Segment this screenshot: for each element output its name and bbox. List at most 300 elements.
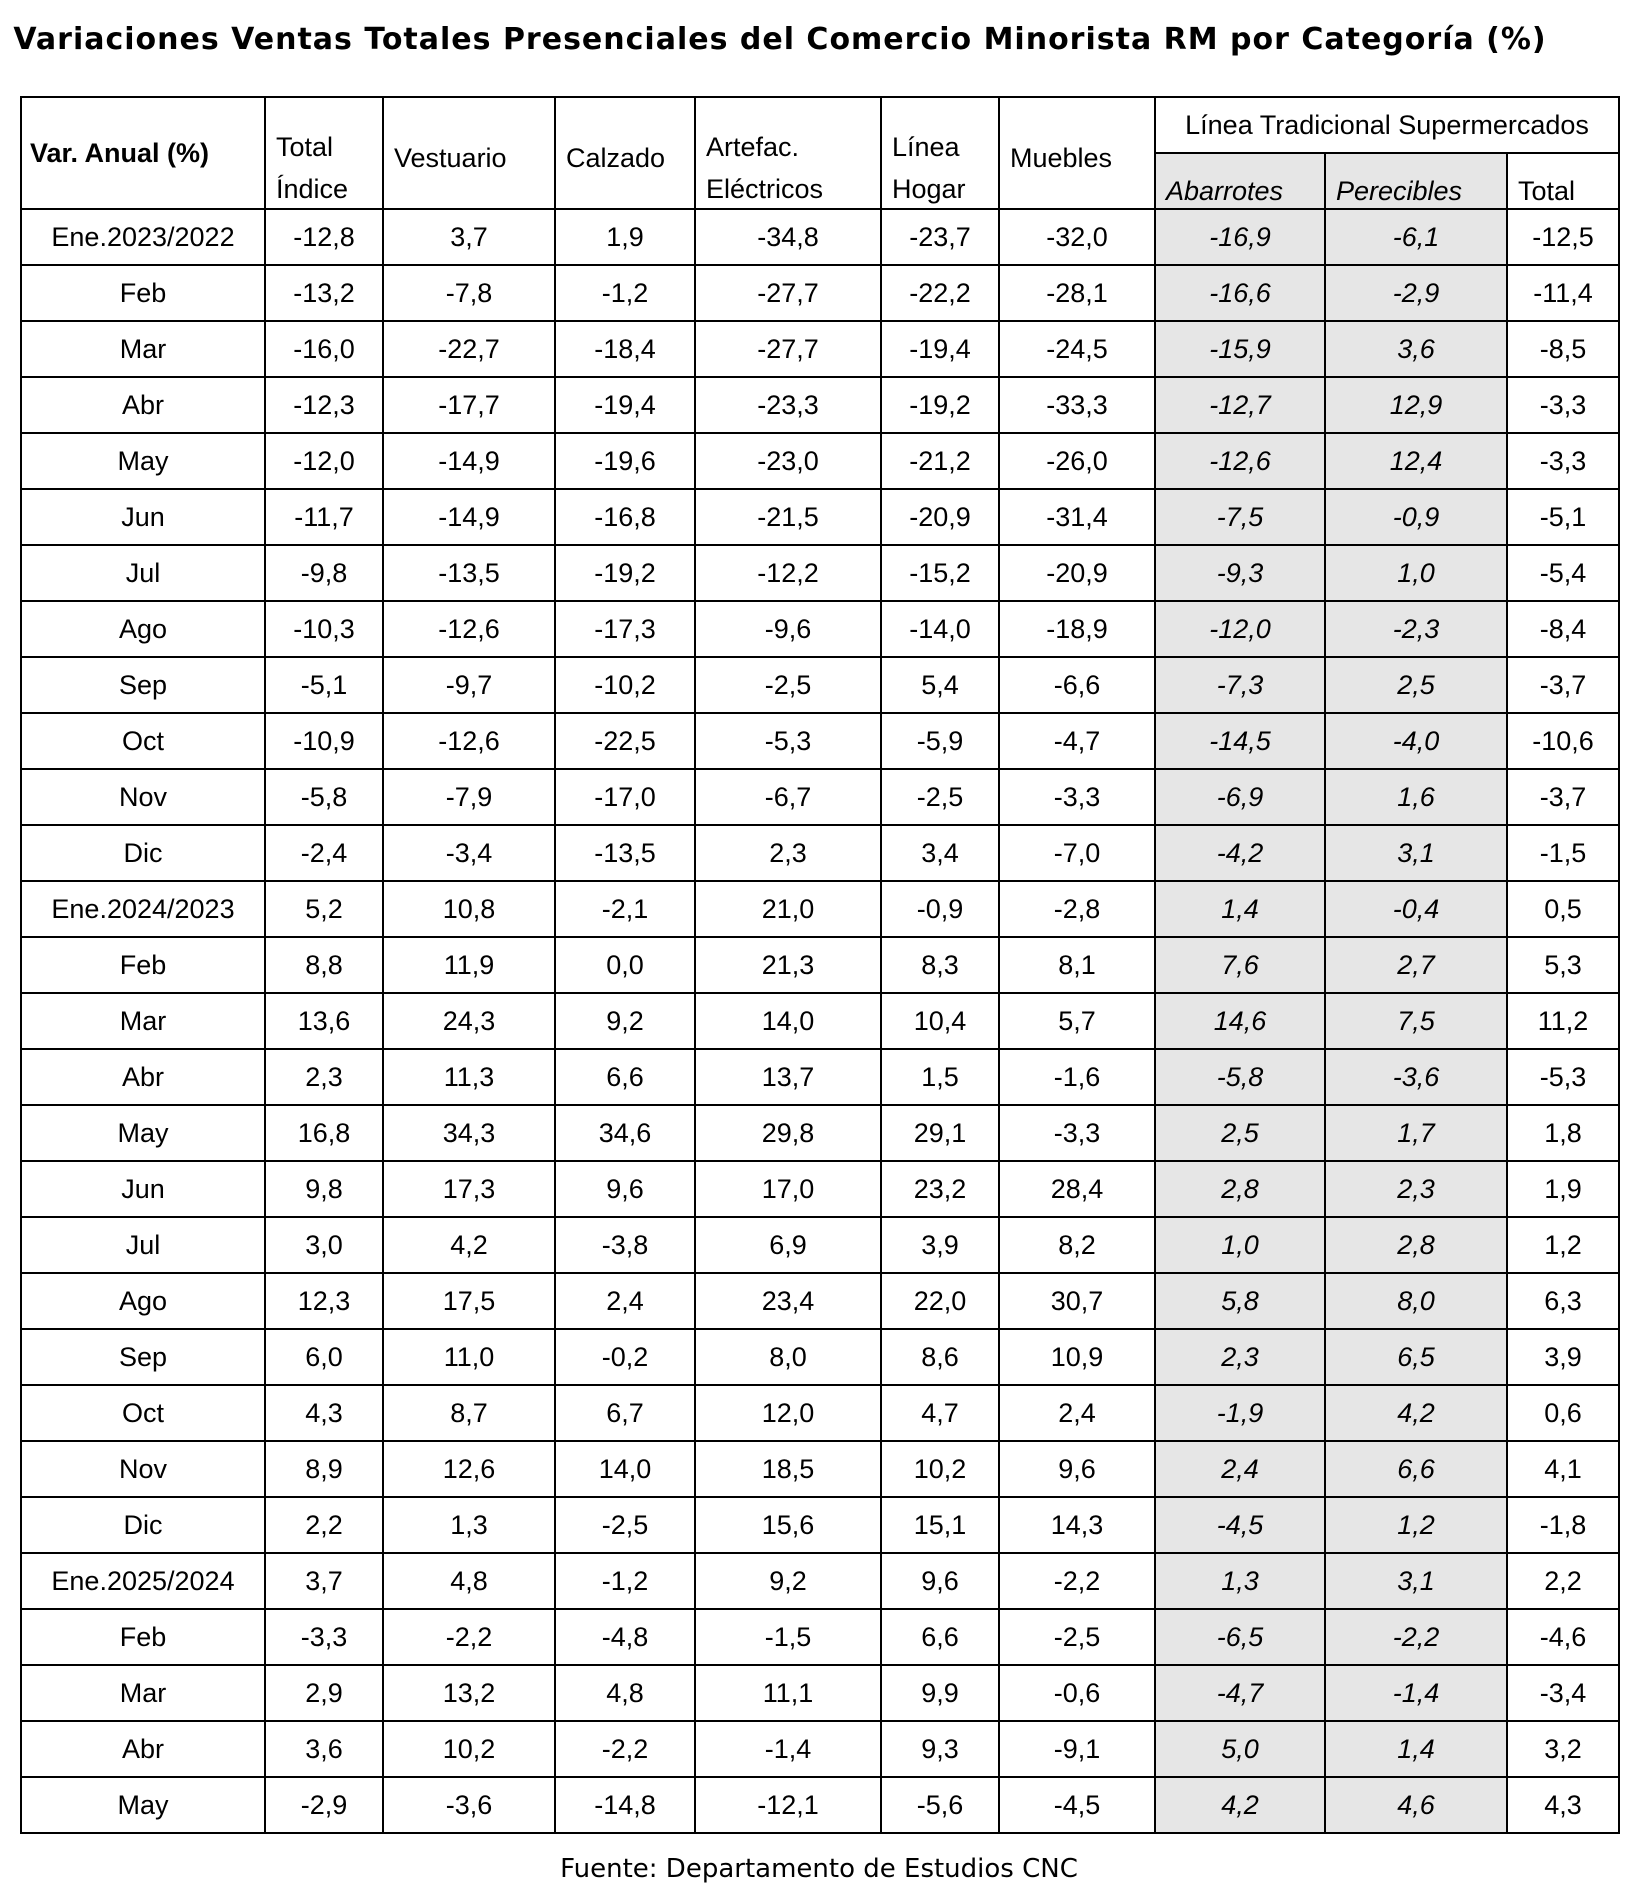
- cell-linea-hogar: -21,2: [881, 433, 999, 489]
- header-total-indice: [265, 97, 383, 209]
- cell-linea-hogar: 15,1: [881, 1497, 999, 1553]
- cell-abarrotes: 1,4: [1155, 881, 1325, 937]
- cell-total-indice: 6,0: [265, 1329, 383, 1385]
- cell-calzado: -2,1: [555, 881, 695, 937]
- cell-abarrotes: -1,9: [1155, 1385, 1325, 1441]
- cell-abarrotes: 4,2: [1155, 1777, 1325, 1833]
- cell-calzado: -19,4: [555, 377, 695, 433]
- cell-calzado: 6,7: [555, 1385, 695, 1441]
- cell-total: 4,1: [1507, 1441, 1619, 1497]
- cell-artefac-electricos: -23,0: [695, 433, 881, 489]
- cell-vestuario: 13,2: [383, 1665, 555, 1721]
- cell-calzado: -22,5: [555, 713, 695, 769]
- cell-total: -5,1: [1507, 489, 1619, 545]
- cell-total: 6,3: [1507, 1273, 1619, 1329]
- cell-abarrotes: -4,5: [1155, 1497, 1325, 1553]
- cell-muebles: 9,6: [999, 1441, 1155, 1497]
- table-row: [21, 433, 1619, 489]
- cell-artefac-electricos: -27,7: [695, 265, 881, 321]
- cell-total-indice: -2,4: [265, 825, 383, 881]
- cell-period: May: [21, 433, 265, 489]
- cell-artefac-electricos: 18,5: [695, 1441, 881, 1497]
- cell-muebles: -0,6: [999, 1665, 1155, 1721]
- cell-muebles: 5,7: [999, 993, 1155, 1049]
- cell-perecibles: -1,4: [1325, 1665, 1507, 1721]
- cell-muebles: -4,5: [999, 1777, 1155, 1833]
- table-row: [21, 1105, 1619, 1161]
- cell-linea-hogar: -5,6: [881, 1777, 999, 1833]
- cell-muebles: -1,6: [999, 1049, 1155, 1105]
- cell-period: Jun: [21, 489, 265, 545]
- table-row: [21, 1161, 1619, 1217]
- cell-linea-hogar: 23,2: [881, 1161, 999, 1217]
- cell-linea-hogar: -20,9: [881, 489, 999, 545]
- cell-linea-hogar: -14,0: [881, 601, 999, 657]
- cell-linea-hogar: 3,4: [881, 825, 999, 881]
- cell-total-indice: 2,2: [265, 1497, 383, 1553]
- table-body: [21, 209, 1619, 1833]
- cell-muebles: -26,0: [999, 433, 1155, 489]
- cell-total-indice: 2,9: [265, 1665, 383, 1721]
- cell-period: Ene.2024/2023: [21, 881, 265, 937]
- cell-perecibles: 6,5: [1325, 1329, 1507, 1385]
- cell-total-indice: 8,9: [265, 1441, 383, 1497]
- cell-abarrotes: 7,6: [1155, 937, 1325, 993]
- cell-perecibles: 2,7: [1325, 937, 1507, 993]
- table-row: [21, 1049, 1619, 1105]
- cell-vestuario: -3,4: [383, 825, 555, 881]
- cell-vestuario: -14,9: [383, 489, 555, 545]
- cell-total: -3,3: [1507, 433, 1619, 489]
- cell-muebles: -7,0: [999, 825, 1155, 881]
- cell-abarrotes: 2,3: [1155, 1329, 1325, 1385]
- cell-total: -10,6: [1507, 713, 1619, 769]
- table-row: [21, 1665, 1619, 1721]
- cell-perecibles: -2,9: [1325, 265, 1507, 321]
- cell-perecibles: 1,2: [1325, 1497, 1507, 1553]
- cell-abarrotes: -14,5: [1155, 713, 1325, 769]
- header-artefac-line1: Artefac.: [706, 132, 800, 162]
- table-row: [21, 601, 1619, 657]
- cell-total-indice: -16,0: [265, 321, 383, 377]
- cell-calzado: 2,4: [555, 1273, 695, 1329]
- cell-calzado: 9,6: [555, 1161, 695, 1217]
- cell-artefac-electricos: -23,3: [695, 377, 881, 433]
- cell-abarrotes: -4,7: [1155, 1665, 1325, 1721]
- cell-total: 5,3: [1507, 937, 1619, 993]
- table-row: [21, 825, 1619, 881]
- cell-linea-hogar: -2,5: [881, 769, 999, 825]
- table-row: [21, 1273, 1619, 1329]
- cell-vestuario: -12,6: [383, 713, 555, 769]
- cell-artefac-electricos: 17,0: [695, 1161, 881, 1217]
- cell-total: -3,3: [1507, 377, 1619, 433]
- header-vestuario: Vestuario: [383, 97, 555, 209]
- cell-total: -4,6: [1507, 1609, 1619, 1665]
- cell-total-indice: -12,8: [265, 209, 383, 265]
- cell-artefac-electricos: -6,7: [695, 769, 881, 825]
- cell-perecibles: 1,4: [1325, 1721, 1507, 1777]
- cell-perecibles: -2,3: [1325, 601, 1507, 657]
- cell-artefac-electricos: 6,9: [695, 1217, 881, 1273]
- cell-muebles: -2,2: [999, 1553, 1155, 1609]
- cell-artefac-electricos: 13,7: [695, 1049, 881, 1105]
- table-row: [21, 1385, 1619, 1441]
- cell-period: Sep: [21, 657, 265, 713]
- cell-artefac-electricos: 8,0: [695, 1329, 881, 1385]
- cell-muebles: -2,8: [999, 881, 1155, 937]
- cell-period: Abr: [21, 1049, 265, 1105]
- header-artefac: [695, 97, 881, 209]
- cell-artefac-electricos: -27,7: [695, 321, 881, 377]
- table-row: [21, 713, 1619, 769]
- cell-calzado: 4,8: [555, 1665, 695, 1721]
- header-linea-hogar: [881, 97, 999, 209]
- cell-perecibles: 4,2: [1325, 1385, 1507, 1441]
- cell-total: -5,3: [1507, 1049, 1619, 1105]
- cell-vestuario: -7,8: [383, 265, 555, 321]
- cell-muebles: -2,5: [999, 1609, 1155, 1665]
- cell-calzado: -10,2: [555, 657, 695, 713]
- cell-total-indice: -3,3: [265, 1609, 383, 1665]
- cell-linea-hogar: -22,2: [881, 265, 999, 321]
- cell-total-indice: 2,3: [265, 1049, 383, 1105]
- cell-vestuario: 3,7: [383, 209, 555, 265]
- cell-period: May: [21, 1105, 265, 1161]
- cell-artefac-electricos: 11,1: [695, 1665, 881, 1721]
- cell-linea-hogar: 8,3: [881, 937, 999, 993]
- cell-period: Oct: [21, 1385, 265, 1441]
- cell-muebles: -24,5: [999, 321, 1155, 377]
- cell-linea-hogar: -0,9: [881, 881, 999, 937]
- cell-total-indice: -5,1: [265, 657, 383, 713]
- cell-total-indice: 3,6: [265, 1721, 383, 1777]
- cell-vestuario: -13,5: [383, 545, 555, 601]
- cell-period: Jul: [21, 545, 265, 601]
- table-row: [21, 937, 1619, 993]
- cell-calzado: -0,2: [555, 1329, 695, 1385]
- cell-vestuario: 10,2: [383, 1721, 555, 1777]
- cell-period: Feb: [21, 1609, 265, 1665]
- cell-muebles: -4,7: [999, 713, 1155, 769]
- cell-abarrotes: -15,9: [1155, 321, 1325, 377]
- cell-linea-hogar: 22,0: [881, 1273, 999, 1329]
- cell-linea-hogar: 6,6: [881, 1609, 999, 1665]
- cell-vestuario: 11,9: [383, 937, 555, 993]
- header-muebles: Muebles: [999, 97, 1155, 209]
- cell-linea-hogar: -19,2: [881, 377, 999, 433]
- cell-muebles: -3,3: [999, 769, 1155, 825]
- cell-perecibles: -0,9: [1325, 489, 1507, 545]
- cell-artefac-electricos: -12,2: [695, 545, 881, 601]
- cell-calzado: 34,6: [555, 1105, 695, 1161]
- header-linea-line1: Línea: [892, 132, 960, 162]
- cell-artefac-electricos: -2,5: [695, 657, 881, 713]
- cell-period: May: [21, 1777, 265, 1833]
- cell-period: Dic: [21, 1497, 265, 1553]
- table-row: [21, 545, 1619, 601]
- cell-calzado: -18,4: [555, 321, 695, 377]
- header-group-supermercados: Línea Tradicional Supermercados: [1155, 97, 1619, 153]
- cell-total: -12,5: [1507, 209, 1619, 265]
- cell-linea-hogar: 9,3: [881, 1721, 999, 1777]
- cell-perecibles: 3,1: [1325, 1553, 1507, 1609]
- cell-artefac-electricos: 9,2: [695, 1553, 881, 1609]
- cell-muebles: -18,9: [999, 601, 1155, 657]
- cell-artefac-electricos: 21,3: [695, 937, 881, 993]
- cell-perecibles: 4,6: [1325, 1777, 1507, 1833]
- cell-total-indice: 13,6: [265, 993, 383, 1049]
- cell-period: Feb: [21, 937, 265, 993]
- table-row: [21, 209, 1619, 265]
- cell-abarrotes: -12,7: [1155, 377, 1325, 433]
- cell-vestuario: 17,5: [383, 1273, 555, 1329]
- table-row: [21, 1609, 1619, 1665]
- cell-abarrotes: -4,2: [1155, 825, 1325, 881]
- cell-vestuario: 8,7: [383, 1385, 555, 1441]
- cell-perecibles: 1,7: [1325, 1105, 1507, 1161]
- cell-perecibles: 1,6: [1325, 769, 1507, 825]
- source-note: Fuente: Departamento de Estudios CNC: [560, 1854, 1078, 1884]
- cell-muebles: -3,3: [999, 1105, 1155, 1161]
- cell-total-indice: -11,7: [265, 489, 383, 545]
- cell-linea-hogar: 3,9: [881, 1217, 999, 1273]
- cell-linea-hogar: -23,7: [881, 209, 999, 265]
- cell-total: -8,4: [1507, 601, 1619, 657]
- table-row: [21, 993, 1619, 1049]
- cell-abarrotes: -12,6: [1155, 433, 1325, 489]
- cell-abarrotes: -7,5: [1155, 489, 1325, 545]
- cell-calzado: 1,9: [555, 209, 695, 265]
- cell-artefac-electricos: 21,0: [695, 881, 881, 937]
- cell-total: 1,8: [1507, 1105, 1619, 1161]
- cell-total: 2,2: [1507, 1553, 1619, 1609]
- cell-abarrotes: -6,9: [1155, 769, 1325, 825]
- cell-total: 4,3: [1507, 1777, 1619, 1833]
- cell-period: Nov: [21, 1441, 265, 1497]
- cell-total: -11,4: [1507, 265, 1619, 321]
- table-row: [21, 377, 1619, 433]
- table-title: Variaciones Ventas Totales Presenciales del Comercio Minorista RM por Categoría (%): [13, 22, 1547, 57]
- cell-abarrotes: 2,5: [1155, 1105, 1325, 1161]
- cell-perecibles: -2,2: [1325, 1609, 1507, 1665]
- cell-abarrotes: -16,6: [1155, 265, 1325, 321]
- header-perecibles: Perecibles: [1325, 153, 1507, 209]
- cell-artefac-electricos: 12,0: [695, 1385, 881, 1441]
- cell-calzado: -2,5: [555, 1497, 695, 1553]
- cell-total: -8,5: [1507, 321, 1619, 377]
- cell-vestuario: -12,6: [383, 601, 555, 657]
- row-label-header: Var. Anual (%): [21, 97, 265, 209]
- cell-vestuario: 10,8: [383, 881, 555, 937]
- cell-perecibles: 2,3: [1325, 1161, 1507, 1217]
- cell-abarrotes: -9,3: [1155, 545, 1325, 601]
- table-row: [21, 1217, 1619, 1273]
- cell-period: Abr: [21, 1721, 265, 1777]
- cell-calzado: -17,0: [555, 769, 695, 825]
- cell-perecibles: -0,4: [1325, 881, 1507, 937]
- cell-vestuario: 17,3: [383, 1161, 555, 1217]
- header-calzado: Calzado: [555, 97, 695, 209]
- cell-calzado: -3,8: [555, 1217, 695, 1273]
- table-row: [21, 1553, 1619, 1609]
- header-abarrotes: Abarrotes: [1155, 153, 1325, 209]
- table-row: [21, 881, 1619, 937]
- cell-vestuario: -7,9: [383, 769, 555, 825]
- table-row: [21, 1441, 1619, 1497]
- cell-perecibles: -3,6: [1325, 1049, 1507, 1105]
- cell-perecibles: 3,6: [1325, 321, 1507, 377]
- cell-period: Feb: [21, 265, 265, 321]
- cell-calzado: -16,8: [555, 489, 695, 545]
- cell-abarrotes: 1,0: [1155, 1217, 1325, 1273]
- cell-calzado: -19,2: [555, 545, 695, 601]
- cell-period: Ene.2023/2022: [21, 209, 265, 265]
- cell-artefac-electricos: -1,5: [695, 1609, 881, 1665]
- cell-calzado: 9,2: [555, 993, 695, 1049]
- cell-muebles: -28,1: [999, 265, 1155, 321]
- cell-linea-hogar: 8,6: [881, 1329, 999, 1385]
- cell-period: Nov: [21, 769, 265, 825]
- cell-total: 0,6: [1507, 1385, 1619, 1441]
- cell-abarrotes: -7,3: [1155, 657, 1325, 713]
- cell-perecibles: 3,1: [1325, 825, 1507, 881]
- cell-muebles: -33,3: [999, 377, 1155, 433]
- cell-total: -5,4: [1507, 545, 1619, 601]
- cell-total-indice: 4,3: [265, 1385, 383, 1441]
- cell-perecibles: 2,8: [1325, 1217, 1507, 1273]
- cell-linea-hogar: 9,9: [881, 1665, 999, 1721]
- cell-total-indice: 16,8: [265, 1105, 383, 1161]
- cell-total-indice: -9,8: [265, 545, 383, 601]
- cell-linea-hogar: -19,4: [881, 321, 999, 377]
- table-row: [21, 265, 1619, 321]
- table-row: [21, 1777, 1619, 1833]
- cell-vestuario: -2,2: [383, 1609, 555, 1665]
- cell-calzado: -1,2: [555, 1553, 695, 1609]
- cell-total: -1,8: [1507, 1497, 1619, 1553]
- cell-period: Mar: [21, 321, 265, 377]
- cell-calzado: 6,6: [555, 1049, 695, 1105]
- cell-total: 11,2: [1507, 993, 1619, 1049]
- cell-abarrotes: -12,0: [1155, 601, 1325, 657]
- cell-total-indice: -12,3: [265, 377, 383, 433]
- cell-muebles: 10,9: [999, 1329, 1155, 1385]
- cell-period: Mar: [21, 993, 265, 1049]
- cell-linea-hogar: 4,7: [881, 1385, 999, 1441]
- cell-muebles: 8,1: [999, 937, 1155, 993]
- cell-total-indice: 12,3: [265, 1273, 383, 1329]
- cell-period: Jun: [21, 1161, 265, 1217]
- cell-perecibles: 7,5: [1325, 993, 1507, 1049]
- cell-abarrotes: 14,6: [1155, 993, 1325, 1049]
- cell-artefac-electricos: -9,6: [695, 601, 881, 657]
- sales-variation-table: [20, 96, 1620, 1834]
- cell-total: 1,2: [1507, 1217, 1619, 1273]
- cell-artefac-electricos: -34,8: [695, 209, 881, 265]
- cell-abarrotes: 1,3: [1155, 1553, 1325, 1609]
- cell-perecibles: 8,0: [1325, 1273, 1507, 1329]
- header-linea-line2: Hogar: [892, 174, 966, 204]
- cell-perecibles: 12,4: [1325, 433, 1507, 489]
- cell-muebles: -31,4: [999, 489, 1155, 545]
- cell-calzado: -13,5: [555, 825, 695, 881]
- cell-calzado: -19,6: [555, 433, 695, 489]
- cell-calzado: -4,8: [555, 1609, 695, 1665]
- cell-abarrotes: -6,5: [1155, 1609, 1325, 1665]
- table-row: [21, 1329, 1619, 1385]
- cell-period: Oct: [21, 713, 265, 769]
- cell-perecibles: 1,0: [1325, 545, 1507, 601]
- cell-linea-hogar: 5,4: [881, 657, 999, 713]
- cell-muebles: 28,4: [999, 1161, 1155, 1217]
- header-artefac-line2: Eléctricos: [706, 174, 824, 204]
- cell-calzado: -1,2: [555, 265, 695, 321]
- cell-artefac-electricos: 29,8: [695, 1105, 881, 1161]
- cell-linea-hogar: -5,9: [881, 713, 999, 769]
- cell-total: -1,5: [1507, 825, 1619, 881]
- cell-period: Mar: [21, 1665, 265, 1721]
- cell-vestuario: 24,3: [383, 993, 555, 1049]
- cell-muebles: 2,4: [999, 1385, 1155, 1441]
- cell-total: 3,2: [1507, 1721, 1619, 1777]
- cell-total-indice: 3,0: [265, 1217, 383, 1273]
- cell-vestuario: -17,7: [383, 377, 555, 433]
- cell-period: Dic: [21, 825, 265, 881]
- cell-abarrotes: 2,4: [1155, 1441, 1325, 1497]
- cell-perecibles: 2,5: [1325, 657, 1507, 713]
- cell-vestuario: -22,7: [383, 321, 555, 377]
- cell-total-indice: 3,7: [265, 1553, 383, 1609]
- table-row: [21, 769, 1619, 825]
- header-total-indice-line2: Índice: [276, 174, 349, 204]
- cell-period: Ago: [21, 1273, 265, 1329]
- cell-total: -3,7: [1507, 657, 1619, 713]
- cell-linea-hogar: 9,6: [881, 1553, 999, 1609]
- cell-vestuario: 11,3: [383, 1049, 555, 1105]
- cell-abarrotes: 2,8: [1155, 1161, 1325, 1217]
- cell-muebles: -9,1: [999, 1721, 1155, 1777]
- cell-muebles: 14,3: [999, 1497, 1155, 1553]
- cell-linea-hogar: -15,2: [881, 545, 999, 601]
- table-row: [21, 321, 1619, 377]
- cell-vestuario: 4,8: [383, 1553, 555, 1609]
- cell-linea-hogar: 10,4: [881, 993, 999, 1049]
- cell-muebles: 30,7: [999, 1273, 1155, 1329]
- cell-total-indice: -13,2: [265, 265, 383, 321]
- cell-vestuario: -9,7: [383, 657, 555, 713]
- cell-calzado: -17,3: [555, 601, 695, 657]
- table-row: [21, 489, 1619, 545]
- cell-abarrotes: -5,8: [1155, 1049, 1325, 1105]
- cell-period: Abr: [21, 377, 265, 433]
- cell-total-indice: 8,8: [265, 937, 383, 993]
- cell-total-indice: -2,9: [265, 1777, 383, 1833]
- table-row: [21, 1497, 1619, 1553]
- cell-muebles: -6,6: [999, 657, 1155, 713]
- cell-total: -3,7: [1507, 769, 1619, 825]
- cell-abarrotes: -16,9: [1155, 209, 1325, 265]
- cell-vestuario: 12,6: [383, 1441, 555, 1497]
- header-total: Total: [1507, 153, 1619, 209]
- cell-artefac-electricos: 2,3: [695, 825, 881, 881]
- cell-muebles: -20,9: [999, 545, 1155, 601]
- cell-calzado: -14,8: [555, 1777, 695, 1833]
- cell-calzado: 14,0: [555, 1441, 695, 1497]
- cell-perecibles: 6,6: [1325, 1441, 1507, 1497]
- table-row: [21, 1721, 1619, 1777]
- cell-perecibles: -4,0: [1325, 713, 1507, 769]
